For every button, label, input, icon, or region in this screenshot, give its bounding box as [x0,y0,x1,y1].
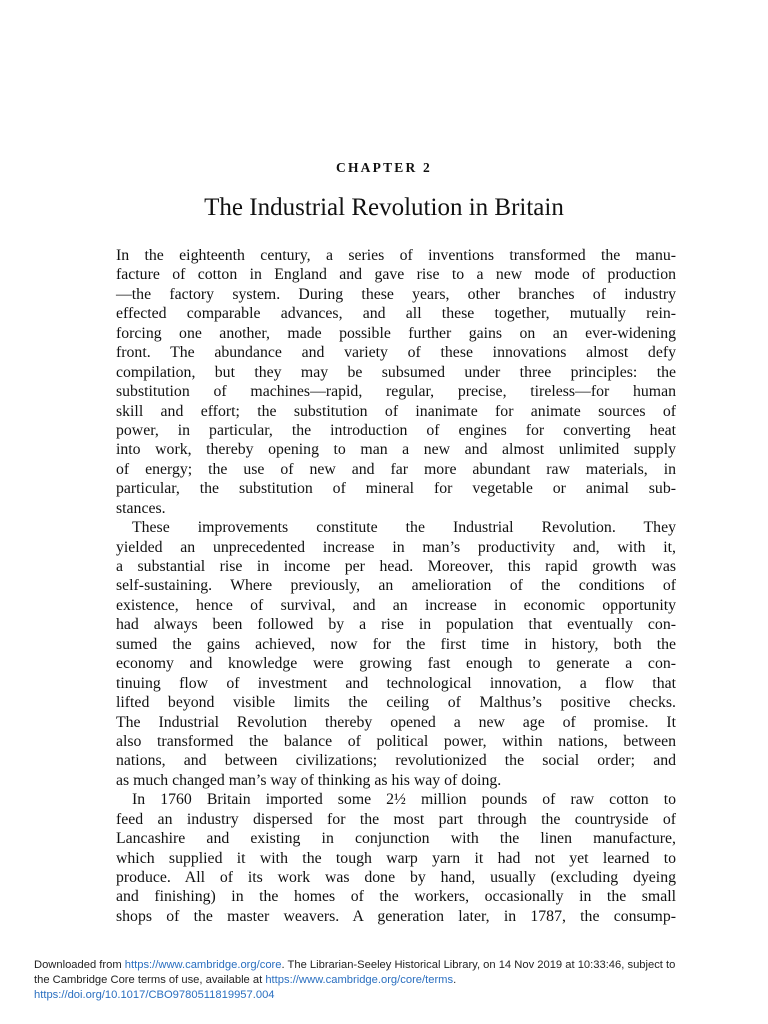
text-line: which supplied it with the tough warp yarn it had not yet learned to [116,849,676,867]
text-line: existence, hence of survival, and an increase in economic opportunity [116,596,676,614]
text-line: In the eighteenth century, a series of inventions transformed the manu- [116,247,676,264]
text-line: forcing one another, made possible further gains on an ever-widening [116,324,676,342]
text-line: a substantial rise in income per head. Moreover, this rapid growth was [116,558,676,575]
text-line: also transformed the balance of political power, within nations, between [116,732,676,750]
text-line: skill and effort; the substitution of inanimate for animate sources of [116,402,676,420]
text-line: sumed the gains achieved, now for the first time in history, both the [116,635,676,653]
library-access-text: . The Librarian-Seeley Historical Library, on 14 Nov 2019 at 10:33:46, subject to [281,959,676,971]
text-line: compilation, but they may be subsumed under three principles: the [116,363,676,381]
doi-link[interactable]: https://doi.org/10.1017/CBO9780511819957.004 [34,989,275,1001]
download-notice-line-3 [34,988,754,1003]
text-line: economy and knowledge were growing fast enough to generate a con- [116,655,676,673]
text-line: stances. [116,499,166,517]
paragraph-1 [116,246,676,518]
download-notice [34,958,754,1003]
text-line: substitution of machines—rapid, regular, precise, tireless—for human [116,383,676,401]
text-line: These improvements constitute the Industrial Revolution. They [132,519,676,537]
text-line: self-sustaining. Where previously, an amelioration of the conditions of [116,577,676,595]
text-line: In 1760 Britain imported some 2½ million pounds of raw cotton to [132,791,676,809]
text-line: and finishing) in the homes of the workers, occasionally in the small [116,888,676,906]
text-line: into work, thereby opening to man a new and almost unlimited supply [116,441,676,459]
text-line: effected comparable advances, and all these together, mutually rein- [116,305,676,323]
text-line: nations, and between civilizations; revolutionized the social order; and [116,752,676,770]
text-line: feed an industry dispersed for the most part through the countryside of [116,810,676,828]
download-notice-line-1 [34,958,754,973]
chapter-body [116,246,676,926]
text-line: yielded an unprecedented increase in man’s productivity and, with it, [116,538,676,556]
terms-period: . [453,974,457,986]
terms-link[interactable]: https://www.cambridge.org/core/terms [265,974,454,986]
text-line: of energy; the use of new and far more abundant raw materials, in [116,460,676,478]
text-line: particular, the substitution of mineral for vegetable or animal sub- [116,480,676,498]
text-line: as much changed man’s way of thinking as his way of doing. [116,771,502,789]
text-line: tinuing flow of investment and technological innovation, a flow that [116,674,676,692]
text-line: lifted beyond visible limits the ceiling of Malthus’s positive checks. [116,694,676,712]
text-line: —the factory system. During these years, other branches of industry [116,285,676,303]
text-line: produce. All of its work was done by hand, usually (excluding dyeing [116,869,676,886]
downloaded-from-text: Downloaded from [34,959,125,971]
text-line: power, in particular, the introduction of engines for converting heat [116,421,676,439]
download-notice-line-2 [34,973,754,988]
cambridge-core-link[interactable]: https://www.cambridge.org/core [124,959,282,971]
chapter-label: CHAPTER 2 [336,160,432,175]
text-line: The Industrial Revolution thereby opened a new age of promise. It [116,713,676,731]
text-line: facture of cotton in England and gave rise to a new mode of production [116,266,676,284]
terms-text: the Cambridge Core terms of use, available at [34,974,266,986]
chapter-title: The Industrial Revolution in Britain [204,194,564,221]
text-line: Lancashire and existing in conjunction with the linen manufacture, [116,830,676,848]
paragraph-2 [116,518,676,790]
paragraph-3 [116,790,676,926]
text-line: had always been followed by a rise in population that eventually con- [116,616,676,634]
text-line: front. The abundance and variety of these innovations almost defy [116,344,676,362]
text-line: shops of the master weavers. A generation later, in 1787, the consump- [116,907,676,925]
